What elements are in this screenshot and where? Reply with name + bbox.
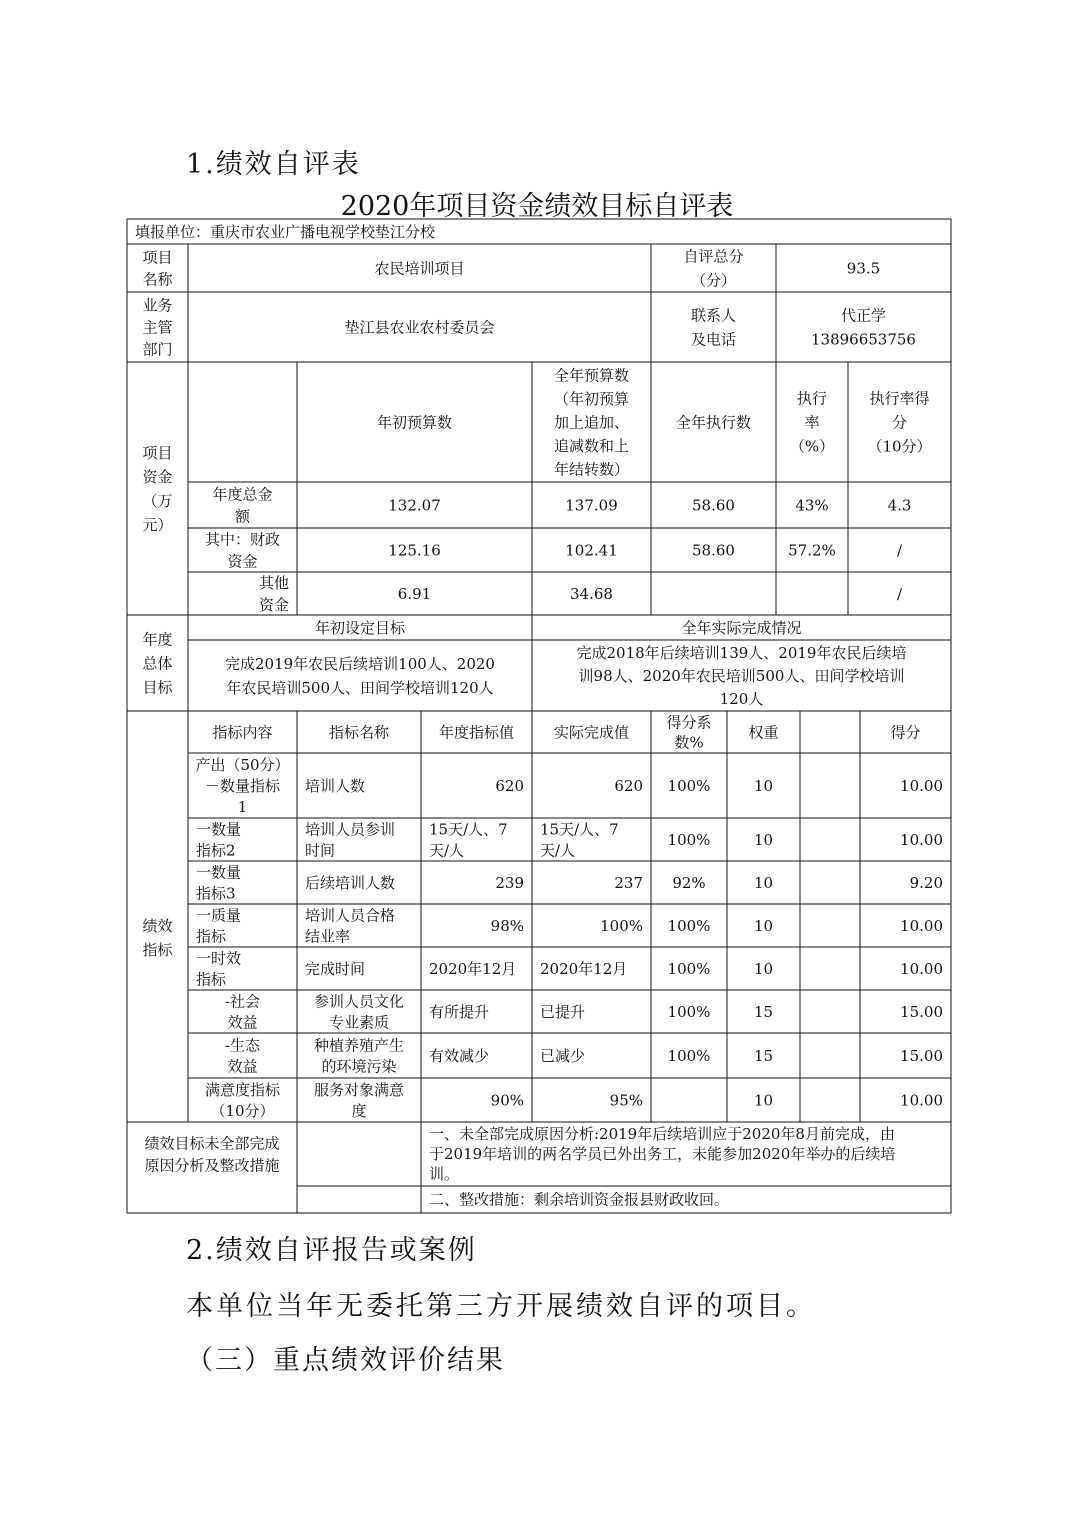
section-3-heading: （三）重点绩效评价结果: [186, 1345, 505, 1376]
indicator-content: 一数量指标2: [196, 820, 242, 860]
indicator-target: 620: [495, 776, 524, 795]
col-annual-budget: 全年预算数（年初预算加上追加、追减数和上年结转数）: [553, 366, 630, 479]
funds-label: 项目资金（万元）: [142, 443, 173, 534]
indicator-content: 一数量指标3: [196, 863, 242, 903]
indicator-weight: 10: [753, 959, 774, 978]
analysis-measure: 二、整改措施：剩余培训资金报县财政收回。: [429, 1190, 730, 1209]
indicator-actual: 已提升: [540, 1002, 586, 1021]
indicator-content: 一质量指标: [196, 906, 242, 946]
indicator-name: 种植养殖产生的环境污染: [313, 1036, 405, 1076]
section-2-heading: 2.绩效自评报告或案例: [186, 1235, 477, 1266]
indicator-target: 239: [495, 873, 524, 892]
section-2-text: 本单位当年无委托第三方开展绩效自评的项目。: [186, 1291, 816, 1322]
indicator-target: 有效减少: [429, 1046, 490, 1065]
col-executed: 全年执行数: [675, 413, 752, 432]
indicator-coefficient: 100%: [667, 830, 711, 849]
indicator-actual: 95%: [609, 1091, 643, 1110]
funds-executed: 58.60: [692, 541, 735, 560]
table-title: 2020年项目资金绩效目标自评表: [340, 191, 734, 222]
indicator-name: 完成时间: [305, 959, 366, 978]
indicators-label: 绩效指标: [142, 916, 173, 959]
analysis-label: 绩效目标未全部完成原因分析及整改措施: [144, 1134, 280, 1175]
indicator-weight: 10: [753, 916, 774, 935]
indicator-score: 15.00: [900, 1002, 943, 1021]
col-annual-target: 年度指标值: [438, 723, 515, 742]
funds-annual: 137.09: [565, 496, 618, 515]
report-unit: 填报单位：重庆市农业广播电视学校垫江分校: [135, 222, 436, 241]
funds-row-label: 年度总金额: [212, 485, 273, 526]
indicator-score: 10.00: [900, 830, 943, 849]
indicator-weight: 10: [753, 1091, 774, 1110]
total-score-value: 93.5: [846, 259, 881, 278]
project-name-value: 农民培训项目: [374, 259, 465, 278]
indicator-coefficient: 92%: [672, 873, 706, 892]
project-name-label: 项目名称: [142, 248, 173, 289]
indicator-content: 满意度指标（10分）: [204, 1080, 281, 1120]
col-exec-rate-score: 执行率得分（10分）: [867, 389, 932, 456]
indicator-score: 10.00: [900, 916, 943, 935]
col-indicator-name: 指标名称: [328, 723, 390, 742]
indicator-actual: 620: [614, 776, 643, 795]
indicator-score: 10.00: [900, 959, 943, 978]
indicator-name: 服务对象满意度: [313, 1080, 405, 1120]
indicator-actual: 2020年12月: [540, 959, 628, 978]
indicator-name: 培训人数: [305, 776, 366, 795]
funds-initial: 125.16: [388, 541, 441, 560]
indicator-actual: 已减少: [540, 1046, 586, 1065]
indicator-name: 培训人员合格结业率: [305, 906, 396, 946]
indicator-weight: 15: [753, 1002, 774, 1021]
indicator-target: 2020年12月: [429, 959, 517, 978]
indicator-target: 有所提升: [429, 1002, 490, 1021]
funds-executed: 58.60: [692, 496, 735, 515]
indicator-actual: 15天/人、7 天/人: [540, 820, 619, 860]
indicator-target: 98%: [490, 916, 524, 935]
indicator-coefficient: 100%: [667, 1046, 711, 1065]
indicator-weight: 10: [753, 830, 774, 849]
analysis-reason: 一、未全部完成原因分析:2019年后续培训应于2020年8月前完成，由于2019年培训的两名学员已外出务工，未能参加2020年举办的后续培训。: [429, 1125, 896, 1184]
indicator-coefficient: 100%: [667, 959, 711, 978]
funds-rate: 57.2%: [788, 541, 836, 560]
contact-label: 联系人及电话: [690, 306, 737, 349]
total-score-label: 自评总分（分）: [683, 247, 744, 290]
col-score: 得分: [890, 723, 921, 742]
indicator-coefficient: 100%: [667, 1002, 711, 1021]
indicator-name: 培训人员参训时间: [305, 820, 396, 860]
funds-rate: 43%: [795, 496, 829, 515]
funds-annual: 34.68: [570, 584, 613, 603]
col-weight: 权重: [748, 723, 779, 742]
col-initial-budget: 年初预算数: [376, 413, 453, 432]
indicator-coefficient: 100%: [667, 916, 711, 935]
table-cells: [135, 223, 943, 1209]
indicator-target: 90%: [490, 1091, 524, 1110]
indicator-name: 后续培训人数: [305, 873, 396, 892]
indicator-name: 参训人员文化专业素质: [313, 992, 405, 1032]
department-value: 垫江县农业农村委员会: [344, 318, 495, 337]
funds-initial: 132.07: [388, 496, 441, 515]
goals-actual-header: 全年实际完成情况: [681, 618, 802, 637]
funds-annual: 102.41: [565, 541, 618, 560]
indicator-weight: 15: [753, 1046, 774, 1065]
funds-initial: 6.91: [397, 584, 432, 603]
indicator-content: 产出（50分）－数量指标 1: [195, 755, 290, 816]
funds-row-label: 其中：财政资金: [204, 530, 281, 571]
indicator-content: -社会效益: [224, 992, 261, 1032]
col-exec-rate: 执行率（%）: [789, 389, 835, 456]
goals-planned-header: 年初设定目标: [314, 618, 406, 637]
col-actual-value: 实际完成值: [553, 723, 630, 742]
indicator-content: 一时效指标: [196, 949, 242, 989]
indicator-content: -生态效益: [224, 1036, 261, 1076]
funds-rate-score: 4.3: [887, 496, 912, 515]
indicator-score: 10.00: [900, 776, 943, 795]
indicator-actual: 237: [614, 873, 643, 892]
indicator-weight: 10: [753, 873, 774, 892]
contact-value: 代正学 13896653756: [811, 306, 916, 349]
indicator-score: 10.00: [900, 1091, 943, 1110]
indicator-target: 15天/人、7 天/人: [429, 820, 508, 860]
col-score-coefficient: 得分系数%: [666, 713, 712, 752]
goals-planned-text: 完成2019年农民后续培训100人、2020 年农民培训500人、田间学校培训120人: [225, 655, 495, 698]
indicator-score: 15.00: [900, 1046, 943, 1065]
goals-actual-text: 完成2018年后续培训139人、2019年农民后续培训98人、2020年农民培训500人、田间学校培训 120人: [576, 644, 907, 709]
indicator-actual: 100%: [600, 916, 643, 935]
indicator-coefficient: 100%: [667, 776, 711, 795]
col-indicator-content: 指标内容: [212, 723, 273, 742]
funds-rate-score: /: [896, 541, 903, 560]
indicator-weight: 10: [753, 776, 774, 795]
section-1-heading: 1.绩效自评表: [186, 149, 361, 180]
goals-label: 年度总体目标: [142, 630, 173, 697]
funds-row-label: 其他资金: [258, 573, 289, 614]
department-label: 业务主管部门: [142, 296, 173, 359]
funds-rate-score: /: [896, 584, 903, 603]
indicator-score: 9.20: [909, 873, 943, 892]
